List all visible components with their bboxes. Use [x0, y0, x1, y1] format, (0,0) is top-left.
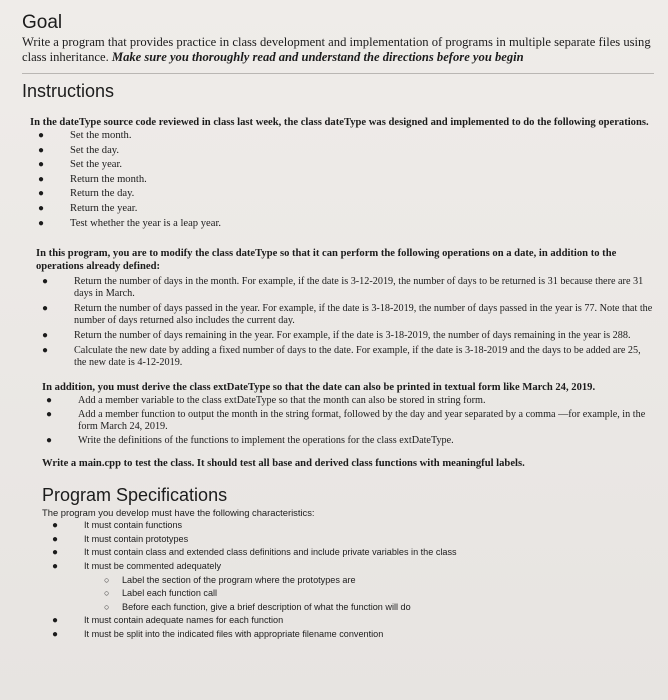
specs-section — [42, 484, 654, 641]
list-item: ● It must be split into the indicated files with appropriate filename convention — [52, 628, 384, 640]
list-item: ● Return the year. — [70, 202, 654, 217]
list-item: ● Add a member variable to the class extDateType so that the month can also be stored in string form. — [46, 395, 486, 407]
bullet-icon: ● — [42, 345, 49, 357]
list-item: ● It must contain prototypes — [52, 533, 189, 545]
bullet-icon: ● — [38, 188, 45, 200]
bullet-icon: ● — [38, 217, 45, 229]
instructions-section — [22, 80, 654, 470]
instructions-intro: In the dateType source code reviewed in class last week, the class dateType was designed and implemented to do the following operations. — [30, 117, 649, 128]
modify-list — [42, 276, 654, 369]
list-item: ○ Label each function call — [122, 587, 654, 601]
circle-bullet-icon: ○ — [104, 574, 110, 585]
main-note: Write a main.cpp to test the class. It should test all base and derived class functions with meaningful labels. — [42, 458, 525, 470]
modify-intro: In this program, you are to modify the class dateType so that it can perform the following operations on a date, in addition to the operations already defined: — [36, 248, 617, 273]
list-item: ● Add a member function to output the month in the string format, followed by the day and year separated by a comma —for example, in the form March 24, 2019. — [46, 409, 646, 433]
circle-bullet-icon: ○ — [104, 588, 110, 599]
bullet-icon: ● — [52, 628, 59, 640]
bullet-icon: ● — [52, 547, 59, 559]
list-item: ● Return the day. — [70, 187, 654, 202]
bullet-icon: ● — [38, 144, 45, 156]
list-item: ● Set the month. — [70, 129, 654, 144]
bullet-icon: ● — [42, 276, 49, 288]
list-item: ● It must contain functions — [52, 520, 183, 532]
list-item: ● Return the month. — [70, 173, 654, 188]
specs-intro: The program you develop must have the following characteristics: — [42, 507, 315, 519]
list-item: ● Set the year. — [70, 158, 654, 173]
bullet-icon: ● — [38, 202, 45, 214]
goal-heading: Goal — [22, 12, 63, 33]
bullet-icon: ● — [52, 560, 59, 572]
list-item: ● Calculate the new date by adding a fixed number of days to the date. For example, if the date is 3-18-2019 and the days to be added are 25, the new date is 4-12-2019. — [42, 345, 641, 369]
bullet-icon: ● — [46, 435, 53, 447]
bullet-icon: ● — [42, 330, 49, 342]
list-item: ● Return the number of days in the month. For example, if the date is 3-12-2019, the number of days to be returned is 31 because there are 31 days in March. — [42, 276, 644, 300]
list-item: ● Return the number of days passed in the year. For example, if the date is 3-18-2019, the number of days passed in the year is 77. Note that the number of days returned also includes the current day. — [42, 303, 653, 327]
list-item: ● Return the number of days remaining in the year. For example, if the date is 3-18-2019, the number of days remaining in the year is 288. — [42, 330, 631, 342]
list-item: ○ Before each function, give a brief description of what the function will do — [122, 601, 654, 615]
operations-list — [38, 129, 654, 231]
bullet-icon: ● — [38, 173, 45, 185]
bullet-icon: ● — [46, 409, 53, 421]
bullet-icon: ● — [38, 130, 45, 141]
list-item: ● It must be commented adequately ○ Label the section of the program where the prototypes are ○ Label each function call ○ Before each function, give a brief description of what the function will do — [84, 560, 654, 614]
list-item: ● Write the definitions of the functions to implement the operations for the class extDateType. — [46, 435, 454, 447]
instructions-heading: Instructions — [22, 81, 115, 101]
list-item: ● Test whether the year is a leap year. — [70, 217, 654, 232]
comment-sublist — [104, 574, 654, 615]
goal-emphasis: Make sure you thoroughly read and understand the directions before you begin — [111, 50, 524, 64]
bullet-icon: ● — [52, 520, 59, 532]
derive-intro: In addition, you must derive the class extDateType so that the date can also be printed in textual form like March 24, 2019. — [42, 382, 596, 394]
goal-body — [22, 35, 654, 65]
bullet-icon: ● — [42, 303, 49, 315]
goal-section — [22, 12, 654, 65]
goal-text: Write a program that provides practice in class development and implementation of programs in multiple separate files using class inheritance. — [22, 35, 651, 64]
bullet-icon: ● — [38, 159, 45, 171]
bullet-icon: ● — [52, 533, 59, 545]
bullet-icon: ● — [52, 615, 59, 627]
list-item: ● It must contain adequate names for each function — [52, 615, 284, 627]
specs-list — [52, 519, 654, 641]
list-item: ● It must contain class and extended class definitions and include private variables in the class — [52, 547, 457, 559]
bullet-icon: ● — [46, 395, 53, 407]
list-item: ○ Label the section of the program where the prototypes are — [122, 574, 654, 588]
list-item: ● Set the day. — [70, 144, 654, 159]
divider — [22, 73, 654, 74]
derive-list — [46, 395, 654, 447]
circle-bullet-icon: ○ — [104, 601, 110, 612]
specs-heading: Program Specifications — [42, 485, 228, 506]
